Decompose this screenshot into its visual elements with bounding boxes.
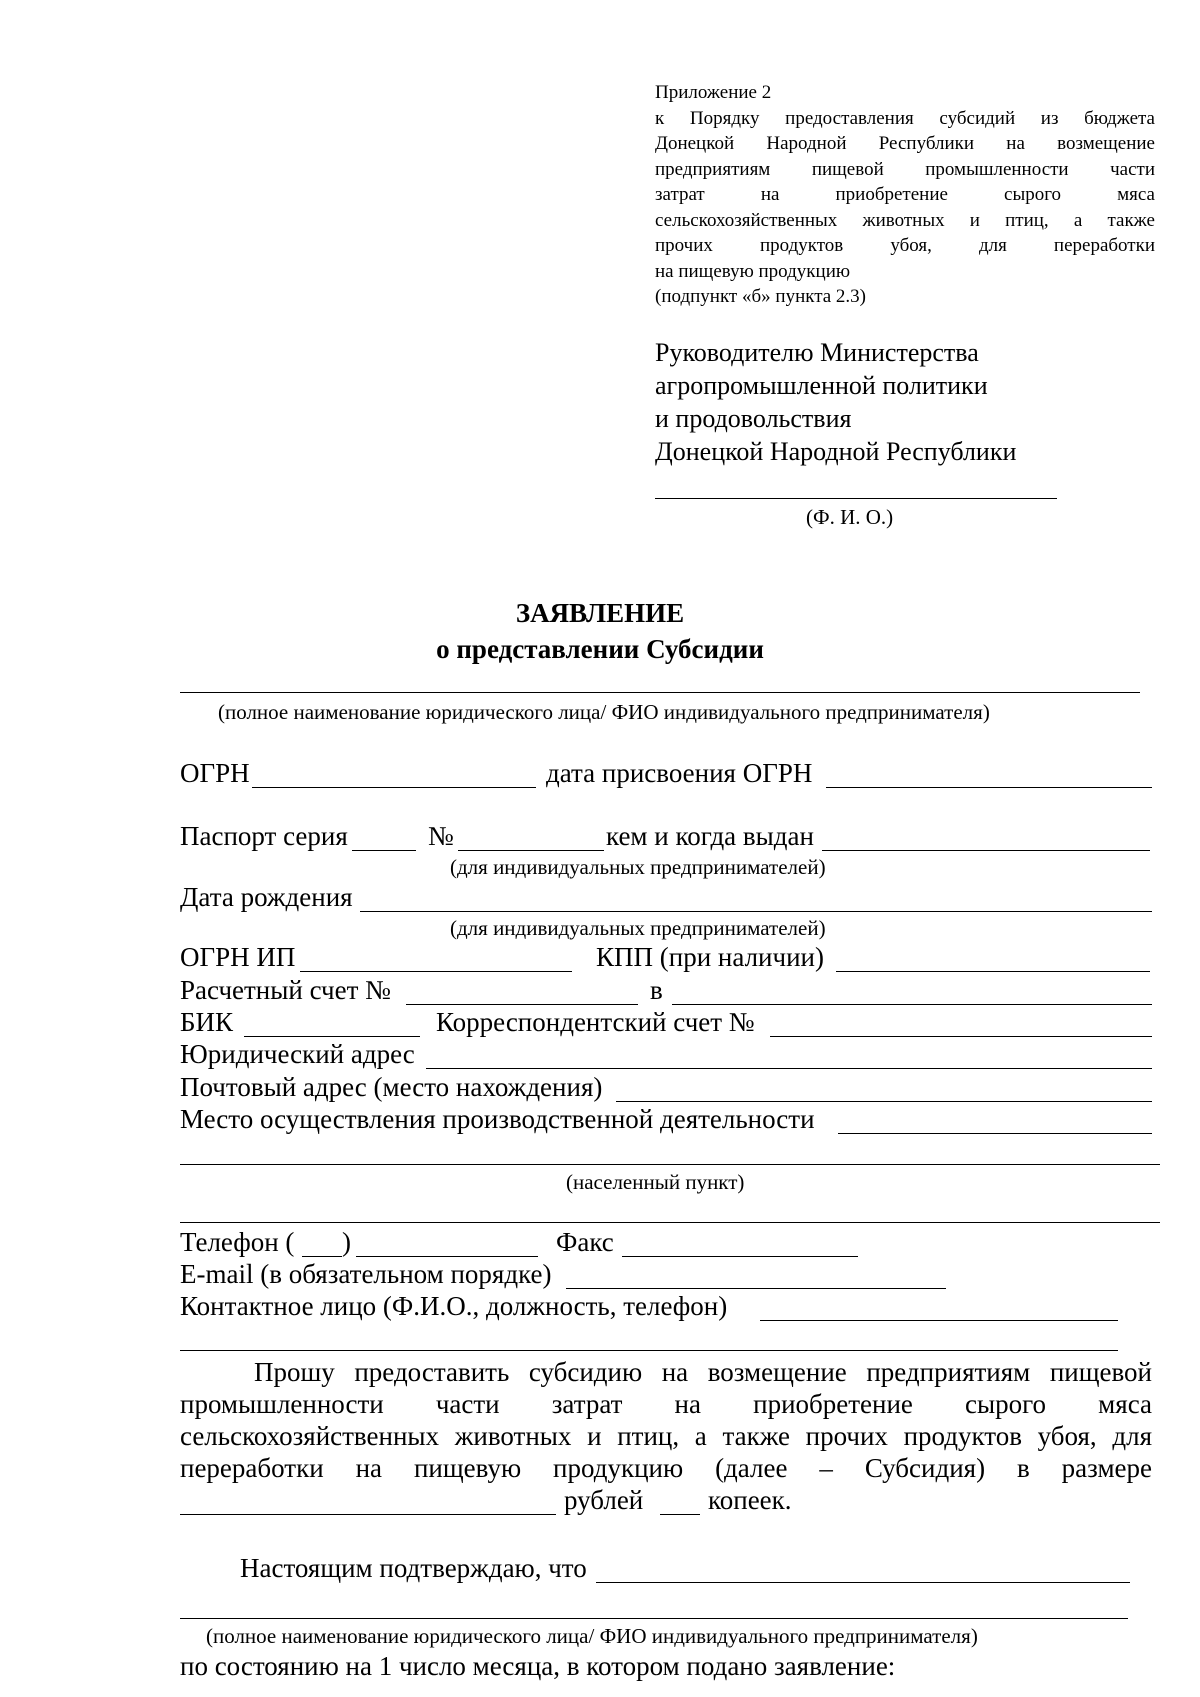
appendix-line: на пищевую продукцию bbox=[655, 260, 851, 282]
ogrn-date-label: дата присвоения ОГРН bbox=[546, 758, 813, 788]
appendix-line: прочих продуктов убоя, для переработки bbox=[655, 235, 1155, 256]
blank-line[interactable] bbox=[180, 1200, 1160, 1223]
confirm-label: Настоящим подтверждаю, что bbox=[240, 1553, 587, 1583]
postal-address-field[interactable] bbox=[616, 1071, 1152, 1102]
contact-extra-line[interactable] bbox=[180, 1326, 1118, 1351]
issued-by-field[interactable] bbox=[822, 820, 1150, 851]
contact-field[interactable] bbox=[760, 1290, 1118, 1321]
appendix-line: предприятиям пищевой промышленности части bbox=[655, 158, 1155, 180]
postal-address-label: Почтовый адрес (место нахождения) bbox=[180, 1072, 603, 1102]
document-title: ЗАЯВЛЕНИЕ bbox=[515, 598, 685, 628]
org-name-caption: (полное наименование юридического лица/ ФИО индивидуального предпринимателя) bbox=[218, 700, 990, 724]
fax-label: Факс bbox=[556, 1227, 614, 1257]
recipient-line: агропромышленной политики bbox=[655, 371, 988, 400]
ogrn-field[interactable] bbox=[252, 757, 536, 788]
ogrn-label: ОГРН bbox=[180, 758, 250, 788]
appendix-line: затрат на приобретение сырого мяса bbox=[655, 184, 1155, 205]
account-label: Расчетный счет № bbox=[180, 975, 391, 1005]
request-line: сельскохозяйственных животных и птиц, а также прочих продуктов убоя, для bbox=[180, 1421, 1152, 1451]
passport-series-field[interactable] bbox=[352, 820, 416, 851]
amount-rubles-field[interactable] bbox=[180, 1484, 556, 1515]
ogrn-ip-field[interactable] bbox=[300, 941, 572, 972]
amount-kopecks-field[interactable] bbox=[660, 1484, 700, 1515]
request-line: переработки на пищевую продукцию (далее – Субсидия) в размере bbox=[180, 1453, 1152, 1483]
passport-series-label: Паспорт серия bbox=[180, 821, 348, 851]
recipient-fio-field[interactable] bbox=[655, 470, 1057, 499]
kpp-field[interactable] bbox=[836, 941, 1150, 972]
locality-caption: (населенный пункт) bbox=[566, 1170, 745, 1194]
fax-field[interactable] bbox=[622, 1226, 858, 1257]
production-place-field[interactable] bbox=[838, 1103, 1152, 1134]
corr-account-field[interactable] bbox=[770, 1006, 1152, 1037]
confirm-status: по состоянию на 1 число месяца, в котором подано заявление: bbox=[180, 1651, 896, 1681]
corr-account-label: Корреспондентский счет № bbox=[436, 1007, 755, 1037]
birth-date-label: Дата рождения bbox=[180, 882, 353, 912]
confirm-field[interactable] bbox=[596, 1552, 1130, 1583]
phone-field[interactable] bbox=[356, 1226, 538, 1257]
locality-field[interactable] bbox=[180, 1140, 1160, 1165]
account-field[interactable] bbox=[406, 974, 638, 1005]
confirm-caption: (полное наименование юридического лица/ ФИО индивидуального предпринимателя) bbox=[206, 1624, 978, 1648]
confirm-name-field[interactable] bbox=[180, 1596, 1128, 1619]
ogrn-date-field[interactable] bbox=[826, 757, 1152, 788]
kopecks-label: копеек. bbox=[708, 1485, 792, 1515]
recipient-block bbox=[655, 336, 1016, 468]
passport-number-label: № bbox=[428, 821, 454, 851]
phone-label: Телефон ( bbox=[180, 1227, 295, 1257]
phone-close-paren: ) bbox=[342, 1227, 351, 1257]
recipient-line: Руководителю Министерства bbox=[655, 338, 979, 367]
bik-label: БИК bbox=[180, 1007, 234, 1037]
ogrn-ip-label: ОГРН ИП bbox=[180, 942, 296, 972]
recipient-fio-caption: (Ф. И. О.) bbox=[806, 505, 894, 529]
legal-address-field[interactable] bbox=[426, 1038, 1152, 1069]
production-place-label: Место осуществления производственной деятельности bbox=[180, 1104, 815, 1134]
birth-date-field[interactable] bbox=[360, 881, 1152, 912]
request-paragraph bbox=[180, 1356, 1152, 1484]
issued-by-label: кем и когда выдан bbox=[606, 821, 814, 851]
passport-number-field[interactable] bbox=[458, 820, 604, 851]
appendix-title: Приложение 2 bbox=[655, 82, 772, 103]
appendix-block bbox=[655, 80, 1155, 310]
phone-code-field[interactable] bbox=[302, 1226, 342, 1257]
org-name-field[interactable] bbox=[180, 668, 1140, 693]
bank-label: в bbox=[650, 975, 663, 1005]
appendix-reference: (подпункт «б» пункта 2.3) bbox=[655, 286, 867, 307]
request-line: промышленности части затрат на приобретение сырого мяса bbox=[180, 1389, 1152, 1419]
appendix-line: сельскохозяйственных животных и птиц, а также bbox=[655, 209, 1155, 231]
bik-field[interactable] bbox=[244, 1006, 420, 1037]
rubles-label: рублей bbox=[564, 1485, 644, 1515]
email-label: E-mail (в обязательном порядке) bbox=[180, 1259, 552, 1289]
recipient-line: и продовольствия bbox=[655, 404, 852, 433]
legal-address-label: Юридический адрес bbox=[180, 1039, 415, 1069]
email-field[interactable] bbox=[566, 1258, 946, 1289]
contact-label: Контактное лицо (Ф.И.О., должность, телефон) bbox=[180, 1291, 728, 1321]
ip-caption-2: (для индивидуальных предпринимателей) bbox=[450, 916, 826, 940]
document-subtitle: о представлении Субсидии bbox=[436, 634, 764, 664]
appendix-line: Донецкой Народной Республики на возмещение bbox=[655, 133, 1155, 154]
kpp-label: КПП (при наличии) bbox=[596, 942, 824, 972]
recipient-line: Донецкой Народной Республики bbox=[655, 437, 1017, 466]
bank-field[interactable] bbox=[672, 974, 1152, 1005]
appendix-line: к Порядку предоставления субсидий из бюджета bbox=[655, 107, 1155, 129]
ip-caption-1: (для индивидуальных предпринимателей) bbox=[450, 855, 826, 879]
request-line: Прошу предоставить субсидию на возмещение предприятиям пищевой bbox=[254, 1357, 1152, 1387]
